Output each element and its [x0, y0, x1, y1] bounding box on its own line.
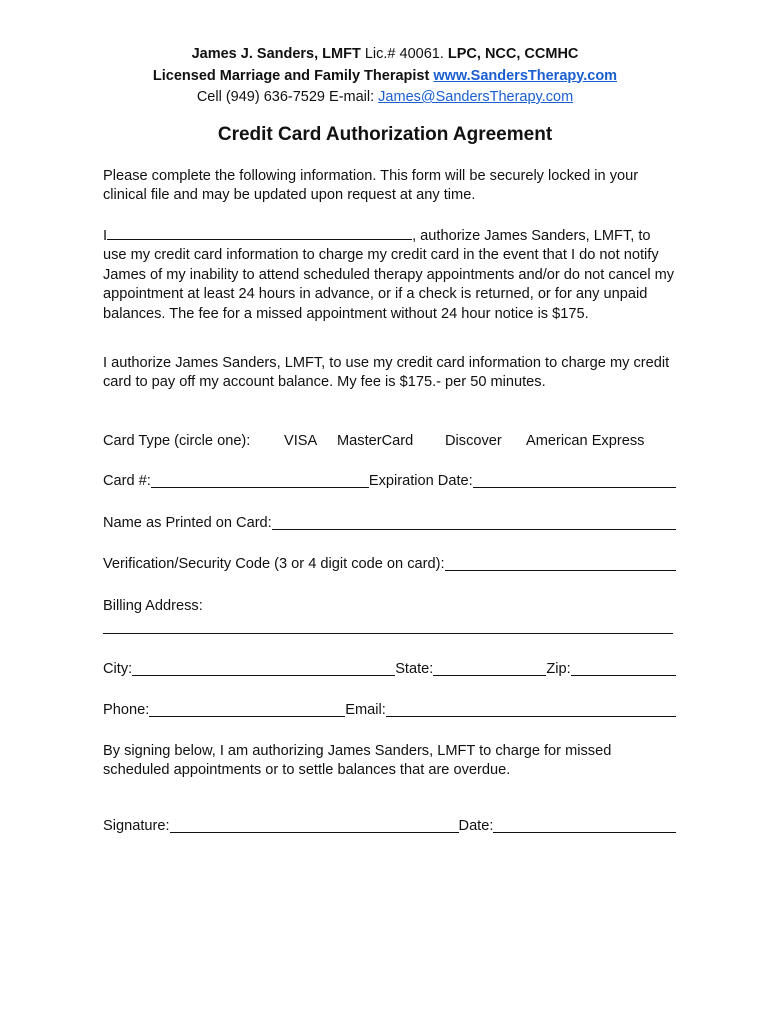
authorization-prefix: I — [103, 228, 108, 244]
phone-field[interactable] — [149, 715, 345, 717]
state-label: State: — [395, 661, 434, 677]
phone-label: Phone: — [103, 702, 150, 718]
expiration-label: Expiration Date: — [368, 473, 473, 489]
signature-label: Signature: — [103, 818, 170, 834]
city-state-zip-row — [103, 660, 676, 679]
contact-info: Cell (949) 636-7529 E-mail: — [196, 89, 379, 105]
zip-field[interactable] — [571, 674, 676, 676]
email-label: Email: — [345, 702, 386, 718]
authorization-paragraph — [103, 224, 678, 324]
card-number-label: Card #: — [103, 473, 151, 489]
state-field[interactable] — [433, 674, 546, 676]
authorization-suffix: , authorize James Sanders, LMFT, — [412, 228, 635, 244]
phone-email-row — [103, 701, 676, 720]
card-option-mastercard[interactable]: MasterCard — [337, 433, 414, 449]
balance-paragraph: I authorize James Sanders, LMFT, to use my credit card information to charge my credit card to pay off my account balance. My fee is $175.- per 50 minutes. — [103, 355, 670, 391]
card-type-label: Card Type (circle one): — [103, 433, 251, 449]
card-option-amex[interactable]: American Express — [526, 433, 645, 449]
date-label: Date: — [458, 818, 494, 834]
letterhead-line-1 — [0, 44, 770, 66]
zip-label: Zip: — [546, 661, 571, 677]
therapist-role: Licensed Marriage and Family Therapist — [152, 67, 430, 84]
letterhead-line-3 — [0, 87, 770, 109]
therapist-name: James J. Sanders, LMFT — [191, 46, 361, 62]
name-on-card-label: Name as Printed on Card: — [103, 515, 272, 531]
email-link[interactable]: James@SandersTherapy.com — [378, 89, 574, 105]
name-on-card-row — [103, 514, 676, 533]
letterhead — [0, 44, 770, 109]
card-option-visa[interactable]: VISA — [284, 433, 318, 449]
email-field[interactable] — [386, 715, 676, 717]
security-code-label: Verification/Security Code (3 or 4 digit code on card): — [103, 556, 445, 572]
letterhead-line-2 — [0, 66, 770, 88]
name-on-card-field[interactable] — [272, 528, 676, 530]
billing-address-field[interactable] — [103, 633, 673, 634]
authorization-body: to use my credit card information to charge my credit card in the event that I do not notify James of my inability to attend scheduled therapy appointments and/or do not cancel my appointment at least 24 hours in advance, or if a check is returned, or for any unpaid balances. The fee for a missed appointment without 24 hour notice is $175. — [103, 228, 675, 322]
card-number-field[interactable] — [151, 486, 369, 488]
date-field[interactable] — [493, 831, 676, 833]
signature-row — [103, 817, 676, 836]
form-title: Credit Card Authorization Agreement — [217, 124, 553, 145]
card-number-row — [103, 472, 676, 491]
intro-paragraph: Please complete the following information. This form will be securely locked in your clinical file and may be updated upon request at any time. — [103, 168, 639, 204]
billing-address-label: Billing Address: — [103, 598, 203, 614]
license-number: Lic.# 40061. — [360, 46, 448, 62]
closing-paragraph: By signing below, I am authorizing James Sanders, LMFT to charge for missed scheduled appointments or to settle balances that are overdue. — [103, 743, 612, 779]
city-field[interactable] — [132, 674, 395, 676]
security-code-field[interactable] — [445, 569, 676, 571]
security-code-row — [103, 555, 676, 574]
card-option-discover[interactable]: Discover — [445, 433, 502, 449]
website-link[interactable]: www.SandersTherapy.com — [433, 67, 618, 84]
city-label: City: — [103, 661, 133, 677]
credentials: LPC, NCC, CCMHC — [447, 46, 579, 62]
expiration-field[interactable] — [473, 486, 676, 488]
client-name-blank[interactable] — [107, 224, 412, 240]
billing-address-row — [103, 597, 676, 616]
signature-field[interactable] — [170, 831, 459, 833]
